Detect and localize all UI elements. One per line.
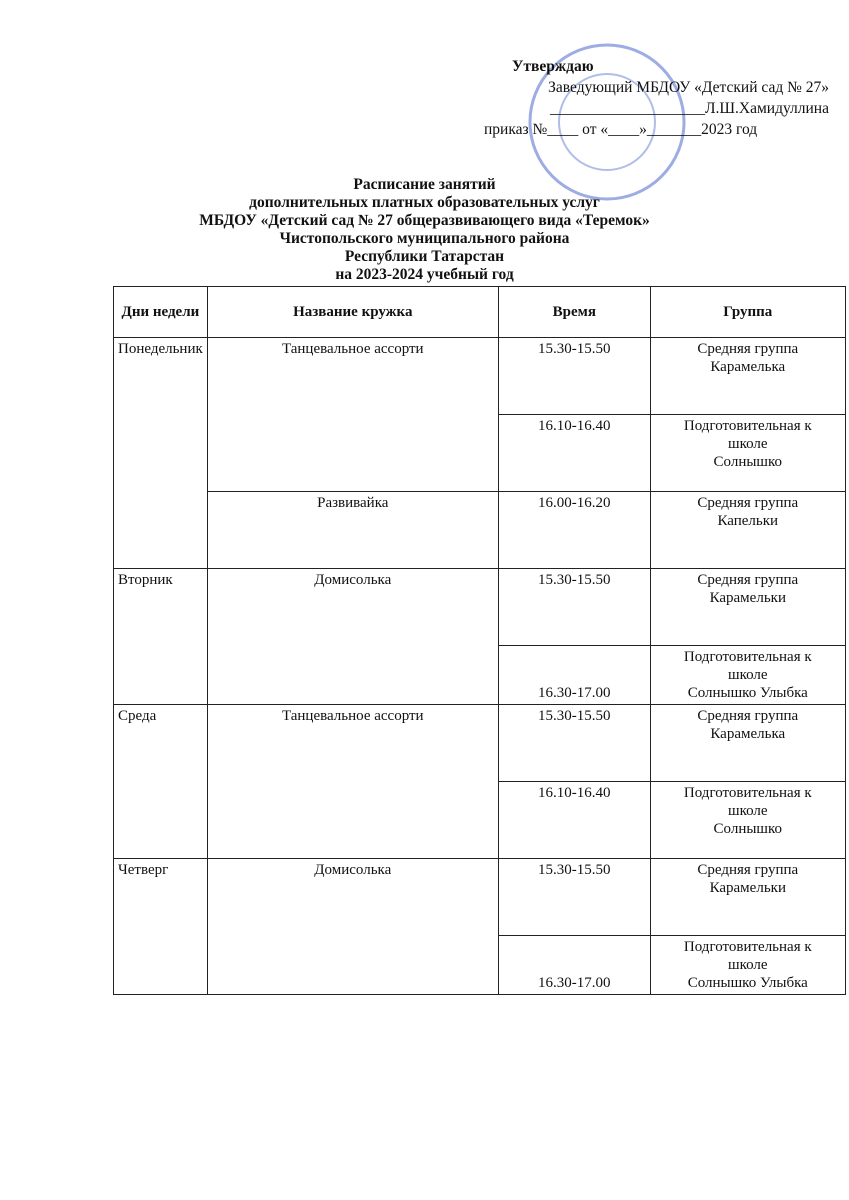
header-group: Группа <box>650 287 845 338</box>
day-cell: Среда <box>114 705 208 859</box>
group-cell: Средняя группа Карамельки <box>650 569 845 646</box>
group-cell: Средняя группа Карамелька <box>650 705 845 782</box>
time-cell: 16.30-17.00 <box>498 646 650 705</box>
time-cell: 16.10-16.40 <box>498 415 650 492</box>
group-cell: Средняя группа Капельки <box>650 492 845 569</box>
time-cell: 15.30-15.50 <box>498 705 650 782</box>
club-cell: Развивайка <box>207 492 498 569</box>
document-title <box>0 176 849 284</box>
title-line: Расписание занятий <box>353 176 496 193</box>
club-cell: Домисолька <box>207 569 498 705</box>
group-cell: Подготовительная к школе Солнышко Улыбка <box>650 936 845 995</box>
group-cell: Подготовительная к школе Солнышко <box>650 782 845 859</box>
time-cell: 16.30-17.00 <box>498 936 650 995</box>
day-cell: Четверг <box>114 859 208 995</box>
group-cell: Средняя группа Карамелька <box>650 338 845 415</box>
group-cell: Подготовительная к школе Солнышко Улыбка <box>650 646 845 705</box>
approval-title: Утверждаю <box>512 58 594 75</box>
time-cell: 16.10-16.40 <box>498 782 650 859</box>
approval-signature: ____________________Л.Ш.Хамидуллина <box>550 100 829 117</box>
approval-position: Заведующий МБДОУ «Детский сад № 27» <box>548 79 829 96</box>
header-day: Дни недели <box>114 287 208 338</box>
table-row <box>114 859 846 936</box>
day-cell: Вторник <box>114 569 208 705</box>
table-header <box>114 287 846 338</box>
table-row <box>114 569 846 646</box>
title-line: Республики Татарстан <box>344 248 505 265</box>
title-line: на 2023-2024 учебный год <box>335 266 514 283</box>
club-cell: Танцевальное ассорти <box>207 338 498 492</box>
group-cell: Средняя группа Карамельки <box>650 859 845 936</box>
title-line: Чистопольского муниципального района <box>279 230 570 247</box>
time-cell: 15.30-15.50 <box>498 569 650 646</box>
header-time: Время <box>498 287 650 338</box>
group-cell: Подготовительная к школе Солнышко <box>650 415 845 492</box>
table-row <box>114 705 846 782</box>
table-row <box>114 492 846 569</box>
club-cell: Танцевальное ассорти <box>207 705 498 859</box>
title-line: МБДОУ «Детский сад № 27 общеразвивающего вида «Теремок» <box>199 212 650 229</box>
title-line: дополнительных платных образовательных услуг <box>249 194 600 211</box>
time-cell: 15.30-15.50 <box>498 338 650 415</box>
approval-block <box>484 56 829 140</box>
schedule-table <box>113 286 846 995</box>
time-cell: 16.00-16.20 <box>498 492 650 569</box>
table-row <box>114 338 846 415</box>
approval-order: приказ №____ от «____»_______2023 год <box>484 121 758 138</box>
time-cell: 15.30-15.50 <box>498 859 650 936</box>
day-cell: Понедельник <box>114 338 208 569</box>
club-cell: Домисолька <box>207 859 498 995</box>
header-club: Название кружка <box>207 287 498 338</box>
